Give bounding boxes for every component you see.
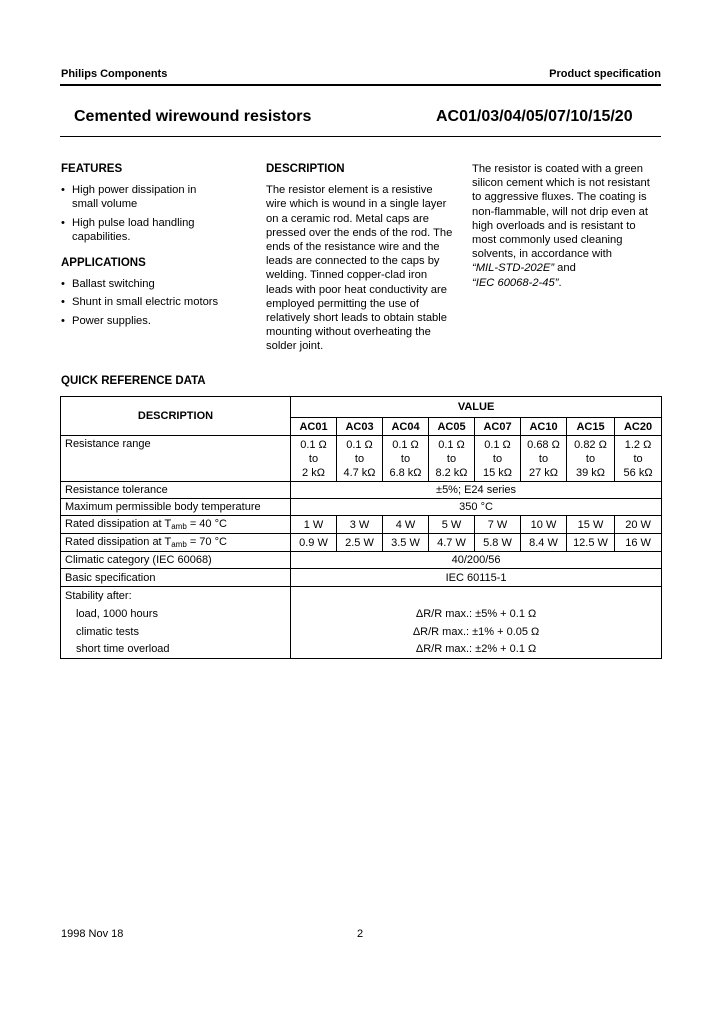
rated70-cell: 8.4 W xyxy=(521,534,567,552)
resistance-cell xyxy=(521,436,567,482)
list-item: • Shunt in small electric motors xyxy=(61,295,241,309)
rated70-cell: 5.8 W xyxy=(475,534,521,552)
coating-column xyxy=(472,162,662,290)
type-header: AC07 xyxy=(475,418,521,436)
row-label: climatic tests xyxy=(61,623,291,641)
amb-subscript: amb xyxy=(171,522,187,531)
description-column-header: DESCRIPTION xyxy=(61,397,291,436)
to-word: to xyxy=(633,452,643,465)
rated40-cell: 4 W xyxy=(383,516,429,534)
resistance-cell xyxy=(291,436,337,482)
rated40-cell: 7 W xyxy=(475,516,521,534)
table-row xyxy=(61,552,662,569)
table-row xyxy=(61,436,662,482)
iec-ref: “IEC 60068-2-45” xyxy=(472,276,559,289)
resistance-cell xyxy=(475,436,521,482)
row-label: Stability after: xyxy=(61,587,291,605)
table-row xyxy=(61,605,662,623)
empty-cell xyxy=(291,587,662,605)
resistance-max: 39 kΩ xyxy=(575,466,605,479)
document-type: Product specification xyxy=(549,68,661,80)
stability-value: ΔR/R max.: ±5% + 0.1 Ω xyxy=(291,605,662,623)
applications-heading: APPLICATIONS xyxy=(61,257,146,270)
rated40-cell: 10 W xyxy=(521,516,567,534)
page-title: Cemented wirewound resistors xyxy=(74,108,312,125)
row-label: Basic specification xyxy=(61,569,291,587)
stability-value: ΔR/R max.: ±1% + 0.05 Ω xyxy=(291,623,662,641)
resistance-min: 0.1 Ω xyxy=(300,438,327,451)
features-list xyxy=(61,183,241,244)
resistance-cell xyxy=(383,436,429,482)
to-word: to xyxy=(538,452,549,465)
features-heading: FEATURES xyxy=(61,163,123,175)
to-word: to xyxy=(446,452,457,465)
part-number: AC01/03/04/05/07/10/15/20 xyxy=(436,108,633,125)
list-item: • High pulse load handling capabilities. xyxy=(61,216,202,244)
table-row xyxy=(61,516,662,534)
resistance-min: 0.1 Ω xyxy=(346,438,373,451)
type-header: AC20 xyxy=(615,418,662,436)
rated70-cell: 2.5 W xyxy=(337,534,383,552)
resistance-min: 0.1 Ω xyxy=(484,438,511,451)
resistance-max: 15 kΩ xyxy=(482,466,512,479)
mil-std-ref: “MIL-STD-202E” xyxy=(472,262,555,275)
rated-label-temp: = 40 °C xyxy=(186,518,227,530)
row-label: Resistance tolerance xyxy=(61,482,291,499)
rated70-cell: 12.5 W xyxy=(567,534,615,552)
table-row xyxy=(61,641,662,659)
max-temp-value: 350 °C xyxy=(291,499,662,516)
type-header: AC05 xyxy=(429,418,475,436)
rated40-cell: 3 W xyxy=(337,516,383,534)
rated-label-temp: = 70 °C xyxy=(186,536,227,548)
resistance-max: 56 kΩ xyxy=(623,466,653,479)
list-item: • Power supplies. xyxy=(61,314,241,328)
rated70-cell: 0.9 W xyxy=(291,534,337,552)
row-label xyxy=(61,516,291,534)
resistance-max: 27 kΩ xyxy=(528,466,558,479)
resistance-cell xyxy=(567,436,615,482)
to-word: to xyxy=(492,452,503,465)
and-word: and xyxy=(557,262,576,275)
rated40-cell: 5 W xyxy=(429,516,475,534)
type-header: AC04 xyxy=(383,418,429,436)
coating-text xyxy=(472,162,662,290)
page-number: 2 xyxy=(357,928,364,940)
list-item: • Ballast switching xyxy=(61,277,241,291)
type-header: AC10 xyxy=(521,418,567,436)
row-label: short time overload xyxy=(61,641,291,659)
sentence-end: . xyxy=(558,276,562,289)
rated-label-text: Rated dissipation at T xyxy=(65,518,172,530)
table-row xyxy=(61,499,662,516)
rated70-cell: 3.5 W xyxy=(383,534,429,552)
value-column-header: VALUE xyxy=(291,397,662,418)
quick-reference-table xyxy=(60,396,662,659)
description-text: The resistor element is a resistive wire which is wound in a single layer on a ceramic rod. Metal caps are pressed over the ends of the rod. The ends of the resistance wire and the leads are connected to the caps by welding. Tinned copper-clad iron leads with poor heat conductivity are employed permitting the use of relatively short leads to obtain stable mounting without overheating the solder joint. xyxy=(266,184,453,353)
description-column xyxy=(266,162,456,354)
rated40-cell: 20 W xyxy=(615,516,662,534)
resistance-max: 2 kΩ xyxy=(302,466,325,479)
tolerance-value: ±5%; E24 series xyxy=(291,482,662,499)
rated-label-text: Rated dissipation at T xyxy=(65,536,172,548)
table-row xyxy=(61,482,662,499)
table-row xyxy=(61,569,662,587)
list-item: • High power dissipation in small volume xyxy=(61,183,202,211)
to-word: to xyxy=(354,452,365,465)
type-header: AC15 xyxy=(567,418,615,436)
table-row xyxy=(61,534,662,552)
to-word: to xyxy=(308,452,319,465)
resistance-min: 1.2 Ω xyxy=(624,438,652,451)
to-word: to xyxy=(400,452,411,465)
row-label: Climatic category (IEC 60068) xyxy=(61,552,291,569)
row-label: load, 1000 hours xyxy=(61,605,291,623)
resistance-min: 0.1 Ω xyxy=(438,438,465,451)
rated70-cell: 16 W xyxy=(615,534,662,552)
stability-value: ΔR/R max.: ±2% + 0.1 Ω xyxy=(291,641,662,659)
rated40-cell: 1 W xyxy=(291,516,337,534)
applications-list xyxy=(61,277,241,328)
resistance-max: 4.7 kΩ xyxy=(343,466,376,479)
resistance-max: 8.2 kΩ xyxy=(435,466,468,479)
resistance-min: 0.82 Ω xyxy=(574,438,607,451)
coating-body: The resistor is coated with a green silicon cement which is not resistant to aggressive fluxes. The coating is non-flammable, will not drip even at high overloads and is resistant to most commonly used cleaning solvents, in accordance with xyxy=(472,163,650,261)
title-rule xyxy=(60,136,661,137)
company-name: Philips Components xyxy=(61,68,168,80)
to-word: to xyxy=(585,452,596,465)
type-header: AC01 xyxy=(291,418,337,436)
row-label: Resistance range xyxy=(61,436,291,482)
qrd-heading: QUICK REFERENCE DATA xyxy=(61,375,206,387)
resistance-max: 6.8 kΩ xyxy=(389,466,422,479)
resistance-cell xyxy=(429,436,475,482)
amb-subscript: amb xyxy=(171,540,187,549)
row-label: Maximum permissible body temperature xyxy=(61,499,291,516)
type-header: AC03 xyxy=(337,418,383,436)
rated40-cell: 15 W xyxy=(567,516,615,534)
basic-value: IEC 60115-1 xyxy=(291,569,662,587)
description-heading: DESCRIPTION xyxy=(266,163,345,175)
resistance-cell xyxy=(615,436,662,482)
resistance-min: 0.68 Ω xyxy=(527,438,560,451)
resistance-min: 0.1 Ω xyxy=(392,438,419,451)
table-row xyxy=(61,587,662,605)
row-label xyxy=(61,534,291,552)
table-row xyxy=(61,623,662,641)
footer-date: 1998 Nov 18 xyxy=(61,928,124,940)
climatic-value: 40/200/56 xyxy=(291,552,662,569)
resistance-cell xyxy=(337,436,383,482)
header-rule xyxy=(60,84,661,86)
rated70-cell: 4.7 W xyxy=(429,534,475,552)
features-column xyxy=(61,162,241,332)
